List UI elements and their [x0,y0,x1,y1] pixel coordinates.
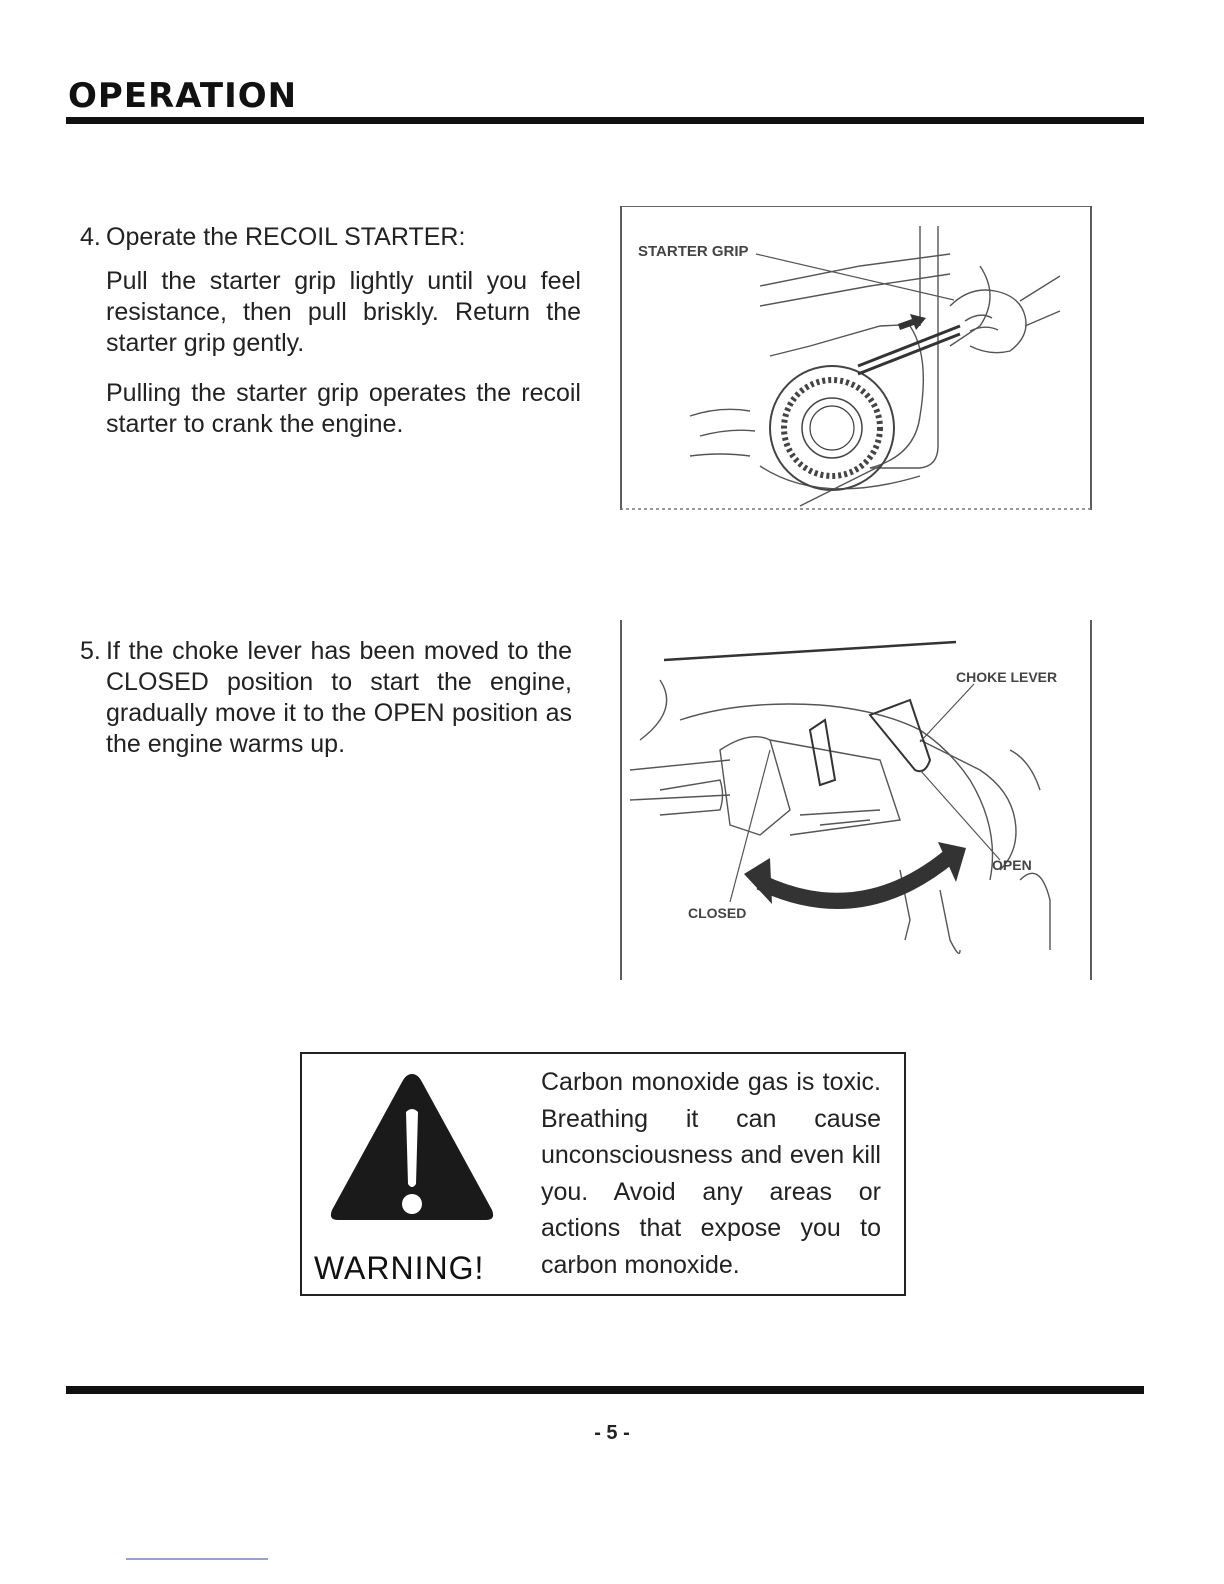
warning-triangle-icon [326,1068,498,1228]
choke-lever-label: CHOKE LEVER [956,669,1058,685]
step-paragraph: Pull the starter grip lightly until you feel resistance, then pull briskly. Return the starter grip gently. [106,267,581,357]
footer-link-underline [126,1558,268,1560]
open-label: OPEN [992,857,1032,873]
footer-rule [66,1386,1144,1394]
header-rule [66,117,1144,124]
starter-wheel [770,366,894,490]
step-paragraph: Pulling the starter grip operates the recoil starter to crank the engine. [106,379,581,438]
choke-lever-drawing [620,620,1092,980]
choke-lever-illustration [620,620,1092,980]
page-number: - 5 - [594,1422,630,1444]
warning-box [300,1052,906,1296]
step-heading: Operate the RECOIL STARTER: [106,223,466,251]
starter-grip-label: STARTER GRIP [638,243,749,260]
warning-label: WARNING! [314,1250,485,1286]
step-number: 5. [80,637,101,665]
step-number: 4. [80,223,101,251]
step-paragraph: If the choke lever has been moved to the CLOSED position to start the engine, gradually move it to the OPEN position as the engine warms up. [106,637,572,758]
page-title: OPERATION [68,76,298,116]
recoil-starter-drawing [620,206,1092,510]
choke-direction-arrow [744,842,966,904]
recoil-starter-illustration [620,206,1092,510]
warning-text: Carbon monoxide gas is toxic. Breathing it can cause unconsciousness and even kill you. Avoid any areas or actions that expose you to carbon monoxide. [541,1068,881,1279]
closed-label: CLOSED [688,905,747,921]
